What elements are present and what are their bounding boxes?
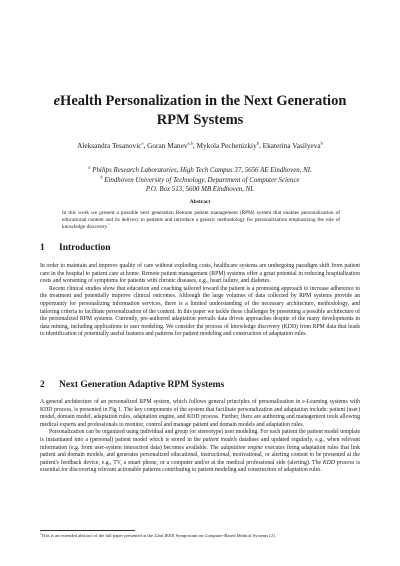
section-number: 1 bbox=[40, 243, 45, 253]
author-name: Goran Manev bbox=[147, 141, 188, 150]
abstract-text bbox=[62, 210, 340, 232]
footnote-ref: 1 bbox=[108, 222, 110, 227]
text-run: Personalization can be organized using individual and group (or stereotype) user modeling. For each patient the patient model template is instantiated into a (personal) patient model which is stored in the bbox=[40, 429, 360, 443]
author-name: Mykola Pechenizkiy bbox=[196, 141, 257, 150]
affiliation-b: Eindhoven University of Technology, Department of Computer Science bbox=[104, 176, 300, 184]
title-line2: RPM Systems bbox=[156, 112, 244, 128]
section-title: Introduction bbox=[59, 243, 111, 253]
paragraph bbox=[40, 429, 360, 475]
section-body bbox=[40, 399, 360, 475]
section-heading bbox=[40, 242, 111, 254]
title-line1: Health Personalization in the Next Generation bbox=[60, 93, 347, 109]
author-name: Aleksandra Tesanovic bbox=[77, 141, 142, 150]
affiliation-a: Philips Research Laboratories, High Tech Campus 37, 5656 AE Eindhoven, NL bbox=[92, 167, 312, 174]
paragraph: Recent clinical studies show that education and coaching tailored toward the patient is a promising approach to increase adherence to the treatment and potentially improve clinical outcomes. Although the large volumes of data collected by RPM systems provide an opportunity for personalizing information services, there is a limited understanding of the necessary architecture, methodology, and tailoring criteria to facilitate personalization of the content. In this paper we tackle these challenges by presenting a possible architecture of the personalized RPM systems. Currently, pre-authored adaptation prevails data driven approaches despite of the many developments in data mining, including applications to user modeling. We consider the process of knowledge discovery (KDD) from RPM data that leads to identification of potentially useful features and patterns for patient modeling and construction of adaptation rules. bbox=[40, 285, 360, 338]
author-affil-mark: a bbox=[141, 140, 144, 146]
paragraph: A general architecture of an personalized RPM system, which follows general principles of personalization in e-Learning systems with KDD process, is presented in Fig 1. The key components of the system that facilitate personalization and adaptation include: patient (user) model, domain model, adaptation rules, adaptation engine, and KDD process. Further, there are authoring and management tools allowing medical experts and professionals to monitor, control and manage patient and domain models and adaptation rules. bbox=[40, 399, 360, 428]
affiliations bbox=[40, 166, 360, 195]
section-heading bbox=[40, 379, 224, 391]
text-run: executes firing adaptation rules that link patient and domain models, and generates personalized educational, instructional, motivational, or alerting content to be presented at the patient's feedback device, e.g., TV, a smart phone, or a computer and/or at the medical professional side (alerting). The bbox=[40, 444, 361, 466]
emphasis: patient models bbox=[202, 436, 238, 443]
paper-title bbox=[40, 92, 360, 130]
text-run: is essential for discovering relevant actionable patterns contributing to patient modeling and construction of adaptation rules. bbox=[40, 459, 361, 474]
title-prefix: e bbox=[53, 93, 61, 109]
author-affil-mark: b bbox=[320, 140, 323, 146]
author-name: Ekaterina Vasilyeva bbox=[262, 141, 321, 150]
section-title: Next Generation Adaptive RPM Systems bbox=[59, 380, 225, 390]
text-run: database and updated regularly, e.g., when relevant information (e.g. from user-system interaction data) becomes available. The bbox=[40, 436, 361, 451]
author-list: Aleksandra Tesanovic$^a$, Goran Manev$^{a,b}$, Mykola Pechenizkiy$^b$, Ekaterina Vasilyeva$^b$ bbox=[77, 140, 323, 150]
abstract-body: In this work we present a possible next generation Remote patient management (RPM) system that enables personalization of educational content and its delivery to patients and introduce a generic methodology for personalization emphasizing the role of knowledge discovery. bbox=[62, 210, 340, 231]
footnote-text: This is an extended abstract of the full paper presented at the 22nd IEEE Symposium on Computer-Based Medical Systems [2]. bbox=[41, 533, 276, 538]
paragraph: In order to maintain and improve quality of care without exploding costs, healthcare systems are undergoing paradigm shift from patient care in the hospital to patient care at home. Remote patient management (RPM) systems offer a great potential in reducing hospitalization costs and worsening of symptoms for patients with chronic diseases, e.g., heart failure, and diabetes. bbox=[40, 263, 360, 285]
author-affil-mark: a,b bbox=[187, 140, 193, 146]
affil-mark: a bbox=[88, 164, 91, 170]
section-number: 2 bbox=[40, 380, 45, 390]
footnote bbox=[40, 533, 360, 539]
abstract-heading: Abstract bbox=[189, 199, 211, 205]
footnote-divider bbox=[40, 530, 135, 531]
section-body bbox=[40, 263, 360, 339]
affil-mark: b bbox=[100, 174, 103, 180]
emphasis: KDD process bbox=[322, 459, 355, 466]
author-affil-mark: b bbox=[256, 140, 259, 146]
affiliation-b-address: P.O. Box 513, 5600 MB Eindhoven, NL bbox=[145, 186, 255, 194]
emphasis: adaptation engine bbox=[220, 444, 263, 451]
footnote-mark: 1 bbox=[40, 531, 42, 536]
